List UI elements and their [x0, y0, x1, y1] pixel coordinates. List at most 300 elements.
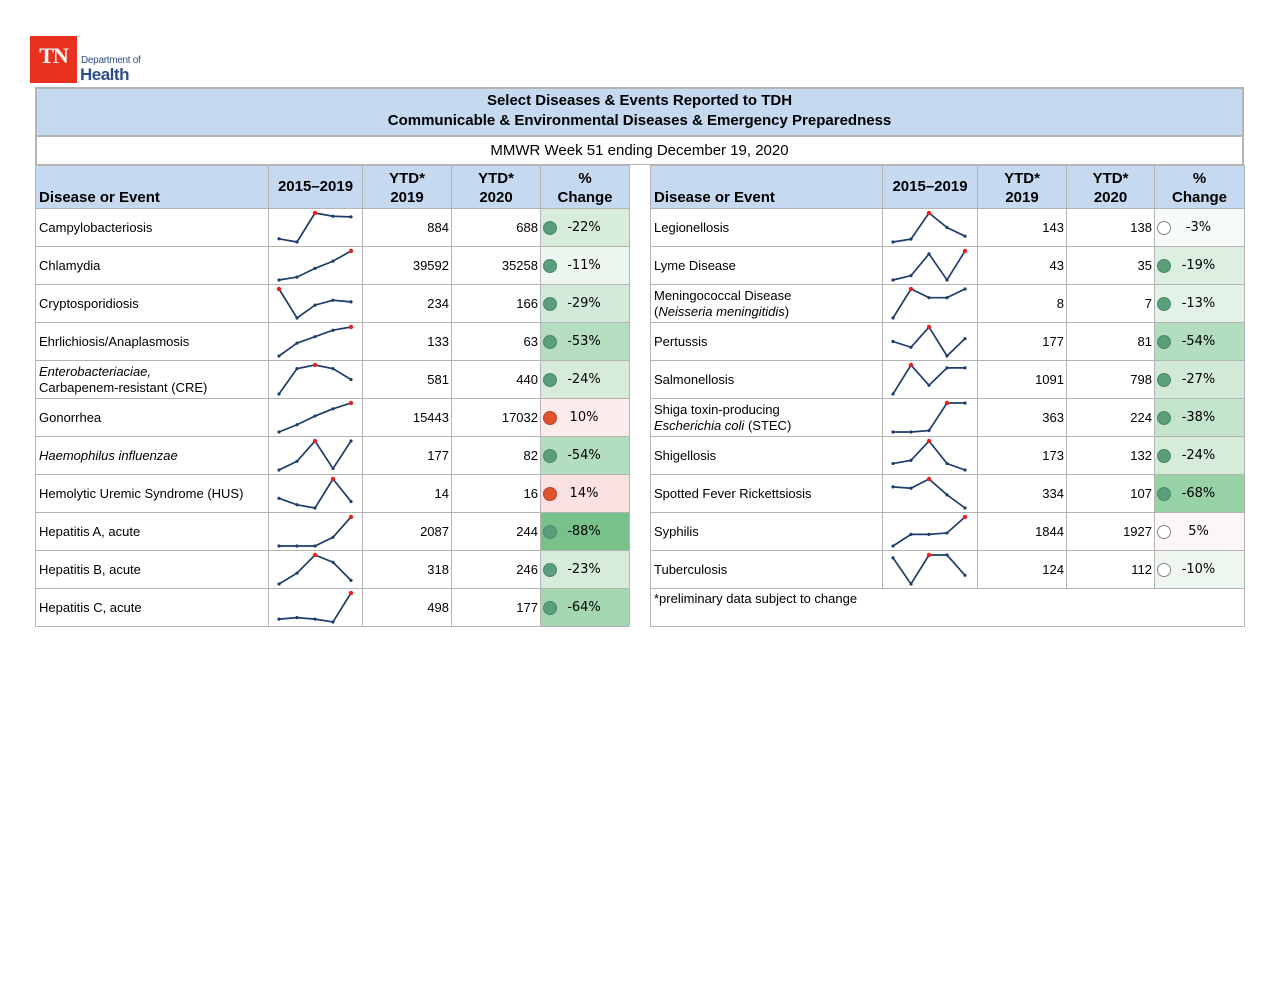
trend-cell — [269, 247, 363, 285]
header-ytd-2019-line1: YTD* — [389, 170, 425, 187]
trend-sparkline — [269, 361, 362, 398]
report-subtitle: MMWR Week 51 ending December 19, 2020 — [35, 137, 1244, 165]
disease-name-cell — [36, 589, 269, 627]
trend-point — [331, 215, 334, 218]
table-row — [651, 247, 1245, 285]
disease-name-italic: Haemophilus influenzae — [39, 447, 178, 463]
trend-point — [295, 367, 298, 370]
ytd-2020-value: 16 — [452, 475, 541, 513]
percent-change-wrap — [1155, 285, 1244, 322]
disease-name: Lyme Disease — [654, 257, 736, 273]
trend-point — [313, 414, 316, 417]
ytd-2020-value: 63 — [452, 323, 541, 361]
ytd-2020-value: 1927 — [1067, 513, 1155, 551]
trend-point — [295, 342, 298, 345]
table-row — [651, 513, 1245, 551]
disease-name: Ehrlichiosis/Anaplasmosis — [39, 333, 190, 349]
trend-point — [331, 260, 334, 263]
trend-point — [313, 304, 316, 307]
trend-point — [927, 296, 930, 299]
percent-change-wrap — [541, 513, 629, 550]
disease-name: Chlamydia — [39, 257, 101, 273]
trend-point — [945, 553, 948, 556]
disease-name: Hepatitis B, acute — [39, 561, 141, 577]
disease-name-cell — [36, 513, 269, 551]
disease-name-italic: Enterobacteriaciae, — [39, 363, 152, 379]
trend-max-point — [313, 211, 317, 215]
trend-point — [295, 460, 298, 463]
percent-change-cell — [1155, 399, 1245, 437]
disease-name: Spotted Fever Rickettsiosis — [654, 485, 812, 501]
percent-change-cell — [541, 551, 630, 589]
decrease-indicator-icon — [543, 297, 557, 311]
ytd-2020-value: 17032 — [452, 399, 541, 437]
trend-point — [295, 423, 298, 426]
percent-change-cell — [541, 361, 630, 399]
header-trend-years: 2015–2019 — [883, 166, 978, 209]
table-row — [36, 361, 630, 399]
table-row — [36, 285, 630, 323]
increase-indicator-icon — [543, 487, 557, 501]
decrease-indicator-icon — [1157, 259, 1171, 273]
percent-change-cell — [541, 475, 630, 513]
decrease-indicator-icon — [1157, 487, 1171, 501]
trend-cell — [269, 551, 363, 589]
disease-name-cell — [651, 399, 883, 437]
trend-line — [279, 251, 351, 280]
percent-change-cell — [541, 247, 630, 285]
trend-point — [927, 252, 930, 255]
trend-line — [893, 441, 965, 470]
ytd-2019-value: 2087 — [363, 513, 452, 551]
left-disease-table — [35, 165, 630, 627]
ytd-2020-value: 166 — [452, 285, 541, 323]
percent-change-value: -22% — [567, 220, 601, 235]
trend-point — [891, 556, 894, 559]
ytd-2020-value: 246 — [452, 551, 541, 589]
tdh-logo — [30, 36, 160, 86]
decrease-indicator-icon — [1157, 411, 1171, 425]
increase-indicator-icon — [543, 411, 557, 425]
trend-point — [909, 459, 912, 462]
trend-sparkline — [883, 551, 976, 588]
percent-change-wrap — [541, 323, 629, 360]
trend-cell — [883, 437, 978, 475]
ytd-2019-value: 177 — [978, 323, 1067, 361]
disease-name: Meningococcal Disease — [654, 287, 792, 303]
decrease-indicator-icon — [1157, 297, 1171, 311]
ytd-2020-value: 112 — [1067, 551, 1155, 589]
trend-cell — [883, 475, 978, 513]
disease-name: Legionellosis — [654, 219, 730, 235]
trend-cell — [269, 285, 363, 323]
percent-change-wrap — [1155, 399, 1244, 436]
percent-change-cell — [1155, 551, 1245, 589]
table-row — [651, 323, 1245, 361]
table-row — [36, 475, 630, 513]
disease-name-cell — [651, 513, 883, 551]
disease-name: Hemolytic Uremic Syndrome (HUS) — [39, 485, 244, 501]
trend-sparkline — [883, 475, 976, 512]
trend-point — [349, 439, 352, 442]
trend-point — [313, 267, 316, 270]
header-ytd-2019-line1: YTD* — [1004, 170, 1040, 187]
trend-max-point — [909, 287, 913, 291]
trend-sparkline — [269, 399, 362, 436]
percent-change-cell — [541, 323, 630, 361]
disease-name-cell — [651, 209, 883, 247]
trend-sparkline — [269, 551, 362, 588]
disease-name-cell — [36, 551, 269, 589]
trend-point — [313, 335, 316, 338]
ytd-2019-value: 498 — [363, 589, 452, 627]
trend-point — [945, 462, 948, 465]
trend-line — [279, 517, 351, 546]
ytd-2020-value: 244 — [452, 513, 541, 551]
header-disease-or-event: Disease or Event — [36, 166, 269, 209]
trend-max-point — [349, 515, 353, 519]
trend-line — [279, 213, 351, 242]
trend-sparkline — [883, 209, 976, 246]
trend-max-point — [277, 287, 281, 291]
trend-point — [891, 485, 894, 488]
trend-point — [891, 340, 894, 343]
percent-change-value: -27% — [1181, 372, 1216, 387]
percent-change-cell — [1155, 513, 1245, 551]
header-ytd-2019 — [978, 166, 1067, 209]
disease-name: Shigellosis — [654, 447, 717, 463]
percent-change-cell — [541, 399, 630, 437]
ytd-2019-value: 133 — [363, 323, 452, 361]
percent-change-wrap — [541, 589, 629, 626]
trend-cell — [269, 437, 363, 475]
disease-name: Salmonellosis — [654, 371, 735, 387]
trend-point — [945, 366, 948, 369]
disease-name-cell — [36, 209, 269, 247]
percent-change-wrap — [1155, 513, 1244, 550]
trend-max-point — [349, 325, 353, 329]
percent-change-value: -19% — [1181, 258, 1216, 273]
trend-max-point — [927, 439, 931, 443]
trend-point — [927, 384, 930, 387]
header-ytd-2020-line1: YTD* — [1092, 170, 1129, 187]
neutral-indicator-icon — [1157, 525, 1171, 539]
disease-organism-italic: Escherichia coli — [654, 417, 745, 433]
disease-name: Hepatitis A, acute — [39, 523, 141, 539]
trend-max-point — [349, 401, 353, 405]
trend-line — [279, 327, 351, 356]
header-percent-change-line2: Change — [557, 189, 613, 206]
trend-point — [331, 367, 334, 370]
decrease-indicator-icon — [1157, 373, 1171, 387]
trend-point — [331, 561, 334, 564]
neutral-indicator-icon — [1157, 563, 1171, 577]
trend-max-point — [963, 515, 967, 519]
disease-name-cell — [651, 323, 883, 361]
disease-name-cell — [651, 475, 883, 513]
percent-change-value: -54% — [567, 448, 601, 463]
disease-name-cell — [36, 361, 269, 399]
ytd-2019-value: 581 — [363, 361, 452, 399]
disease-organism-italic: Neisseria meningitidis — [658, 303, 785, 319]
trend-point — [277, 497, 280, 500]
title-line-1: Select Diseases & Events Reported to TDH — [486, 92, 793, 109]
percent-change-cell — [1155, 323, 1245, 361]
trend-point — [295, 240, 298, 243]
percent-change-value: -88% — [567, 524, 601, 539]
logo-health-text: Health — [80, 65, 129, 84]
disease-name-cell — [36, 475, 269, 513]
percent-change-wrap — [541, 437, 629, 474]
header-percent-change-line1: % — [578, 170, 592, 187]
disease-name-line2: Carbapenem-resistant (CRE) — [39, 379, 208, 395]
ytd-2019-value: 884 — [363, 209, 452, 247]
trend-line — [893, 403, 965, 432]
trend-max-point — [927, 325, 931, 329]
decrease-indicator-icon — [1157, 449, 1171, 463]
trend-line — [279, 365, 351, 394]
percent-change-cell — [541, 209, 630, 247]
ytd-2020-value: 35 — [1067, 247, 1155, 285]
disease-name-line2: (Neisseria meningitidis) — [654, 303, 790, 319]
percent-change-wrap — [541, 399, 629, 436]
ytd-2020-value: 132 — [1067, 437, 1155, 475]
percent-change-value: -38% — [1181, 410, 1216, 425]
percent-change-wrap — [541, 247, 629, 284]
table-body — [36, 209, 630, 627]
trend-max-point — [927, 477, 931, 481]
trend-point — [295, 503, 298, 506]
trend-point — [945, 354, 948, 357]
trend-point — [891, 462, 894, 465]
trend-cell — [883, 209, 978, 247]
ytd-2019-value: 14 — [363, 475, 452, 513]
header-percent-change-line1: % — [1192, 170, 1207, 187]
ytd-2020-value: 138 — [1067, 209, 1155, 247]
table-row — [36, 589, 630, 627]
percent-change-value: -24% — [567, 372, 601, 387]
percent-change-cell — [1155, 247, 1245, 285]
header-ytd-2019-line2: 2019 — [1005, 189, 1039, 206]
decrease-indicator-icon — [543, 601, 557, 615]
trend-point — [295, 316, 298, 319]
trend-line — [279, 479, 351, 508]
table-row — [36, 247, 630, 285]
decrease-indicator-icon — [543, 335, 557, 349]
decrease-indicator-icon — [543, 373, 557, 387]
header-percent-change — [1155, 166, 1245, 209]
percent-change-wrap — [541, 209, 629, 246]
trend-point — [909, 346, 912, 349]
percent-change-cell — [1155, 285, 1245, 323]
trend-cell — [883, 513, 978, 551]
ytd-2019-value: 177 — [363, 437, 452, 475]
ytd-2020-value: 7 — [1067, 285, 1155, 323]
header-ytd-2019-line2: 2019 — [390, 189, 424, 206]
trend-cell — [883, 285, 978, 323]
table-row — [651, 285, 1245, 323]
ytd-2019-value: 39592 — [363, 247, 452, 285]
disease-name-cell — [651, 361, 883, 399]
report-frame — [35, 87, 1244, 626]
trend-cell — [269, 475, 363, 513]
trend-point — [963, 337, 966, 340]
right-disease-table — [650, 165, 1245, 627]
trend-point — [963, 235, 966, 238]
trend-point — [331, 467, 334, 470]
decrease-indicator-icon — [1157, 335, 1171, 349]
trend-sparkline — [269, 513, 362, 550]
trend-point — [313, 544, 316, 547]
disease-name-cell — [651, 285, 883, 323]
percent-change-value: -24% — [1181, 448, 1216, 463]
table-row — [651, 551, 1245, 589]
trend-max-point — [927, 211, 931, 215]
trend-point — [963, 574, 966, 577]
percent-change-cell — [1155, 437, 1245, 475]
trend-sparkline — [883, 323, 976, 360]
trend-max-point — [963, 249, 967, 253]
trend-point — [277, 392, 280, 395]
trend-point — [963, 401, 966, 404]
table-header-row — [651, 166, 1245, 209]
percent-change-cell — [541, 513, 630, 551]
disease-name: Shiga toxin-producing — [654, 401, 780, 417]
table-row — [36, 209, 630, 247]
trend-line — [893, 555, 965, 584]
trend-max-point — [313, 553, 317, 557]
trend-point — [349, 300, 352, 303]
trend-cell — [269, 361, 363, 399]
table-row — [651, 437, 1245, 475]
trend-line — [279, 441, 351, 470]
disease-name-suffix: (STEC) — [744, 417, 792, 433]
ytd-2020-value: 35258 — [452, 247, 541, 285]
trend-point — [891, 392, 894, 395]
disease-name: Hepatitis C, acute — [39, 599, 142, 615]
percent-change-value: 14% — [569, 486, 599, 501]
percent-change-value: -29% — [567, 296, 601, 311]
ytd-2019-value: 43 — [978, 247, 1067, 285]
trend-sparkline — [883, 437, 976, 474]
trend-line — [893, 213, 965, 242]
trend-sparkline — [269, 323, 362, 360]
percent-change-value: -11% — [567, 258, 601, 273]
trend-sparkline — [269, 475, 362, 512]
trend-point — [277, 354, 280, 357]
trend-sparkline — [269, 247, 362, 284]
disease-name: Cryptosporidiosis — [39, 295, 139, 311]
table-row — [36, 513, 630, 551]
header-percent-change — [541, 166, 630, 209]
trend-point — [891, 278, 894, 281]
trend-point — [945, 493, 948, 496]
percent-change-wrap — [1155, 475, 1244, 512]
trend-point — [909, 274, 912, 277]
trend-point — [927, 533, 930, 536]
trend-sparkline — [883, 247, 976, 284]
trend-point — [963, 287, 966, 290]
trend-cell — [883, 361, 978, 399]
percent-change-cell — [541, 437, 630, 475]
ytd-2020-value: 107 — [1067, 475, 1155, 513]
trend-point — [277, 618, 280, 621]
trend-point — [331, 299, 334, 302]
trend-point — [909, 487, 912, 490]
header-percent-change-line2: Change — [1171, 189, 1227, 206]
header-ytd-2019 — [363, 166, 452, 209]
ytd-2020-value: 440 — [452, 361, 541, 399]
trend-point — [963, 506, 966, 509]
header-ytd-2020-line1: YTD* — [478, 170, 514, 187]
ytd-2019-value: 1844 — [978, 513, 1067, 551]
trend-point — [277, 544, 280, 547]
trend-point — [891, 316, 894, 319]
trend-cell — [883, 247, 978, 285]
trend-line — [893, 327, 965, 356]
trend-cell — [883, 551, 978, 589]
disease-name-cell — [651, 437, 883, 475]
trend-sparkline — [269, 589, 362, 626]
header-ytd-2020 — [452, 166, 541, 209]
trend-point — [313, 506, 316, 509]
disease-name: Tuberculosis — [654, 561, 728, 577]
percent-change-wrap — [1155, 551, 1244, 588]
trend-point — [277, 237, 280, 240]
trend-point — [331, 620, 334, 623]
disease-name: Gonorrhea — [39, 409, 102, 425]
decrease-indicator-icon — [543, 563, 557, 577]
trend-point — [927, 429, 930, 432]
percent-change-wrap — [1155, 247, 1244, 284]
percent-change-wrap — [1155, 437, 1244, 474]
percent-change-value: 10% — [569, 410, 599, 425]
trend-max-point — [349, 249, 353, 253]
trend-point — [349, 500, 352, 503]
percent-change-wrap — [1155, 361, 1244, 398]
trend-point — [945, 278, 948, 281]
trend-point — [331, 407, 334, 410]
title-line-2: Communicable & Environmental Diseases & Emergency Preparedness — [387, 112, 892, 129]
table-row — [36, 551, 630, 589]
header-disease-or-event: Disease or Event — [651, 166, 883, 209]
percent-change-value: 5% — [1188, 524, 1209, 539]
ytd-2019-value: 124 — [978, 551, 1067, 589]
trend-line — [893, 365, 965, 394]
footnote-row — [651, 589, 1245, 627]
trend-point — [277, 278, 280, 281]
trend-point — [331, 536, 334, 539]
trend-sparkline — [883, 513, 976, 550]
disease-name: Syphilis — [654, 523, 699, 539]
trend-sparkline — [883, 285, 976, 322]
trend-point — [349, 378, 352, 381]
trend-point — [909, 238, 912, 241]
percent-change-wrap — [541, 475, 629, 512]
header-ytd-2020-line2: 2020 — [1093, 189, 1128, 206]
trend-point — [945, 296, 948, 299]
percent-change-value: -23% — [567, 562, 601, 577]
trend-point — [277, 582, 280, 585]
neutral-indicator-icon — [1157, 221, 1171, 235]
table-row — [36, 399, 630, 437]
table-row — [651, 209, 1245, 247]
disease-name-cell — [36, 437, 269, 475]
decrease-indicator-icon — [543, 259, 557, 273]
trend-max-point — [313, 439, 317, 443]
trend-cell — [269, 399, 363, 437]
report-title — [35, 87, 1244, 137]
